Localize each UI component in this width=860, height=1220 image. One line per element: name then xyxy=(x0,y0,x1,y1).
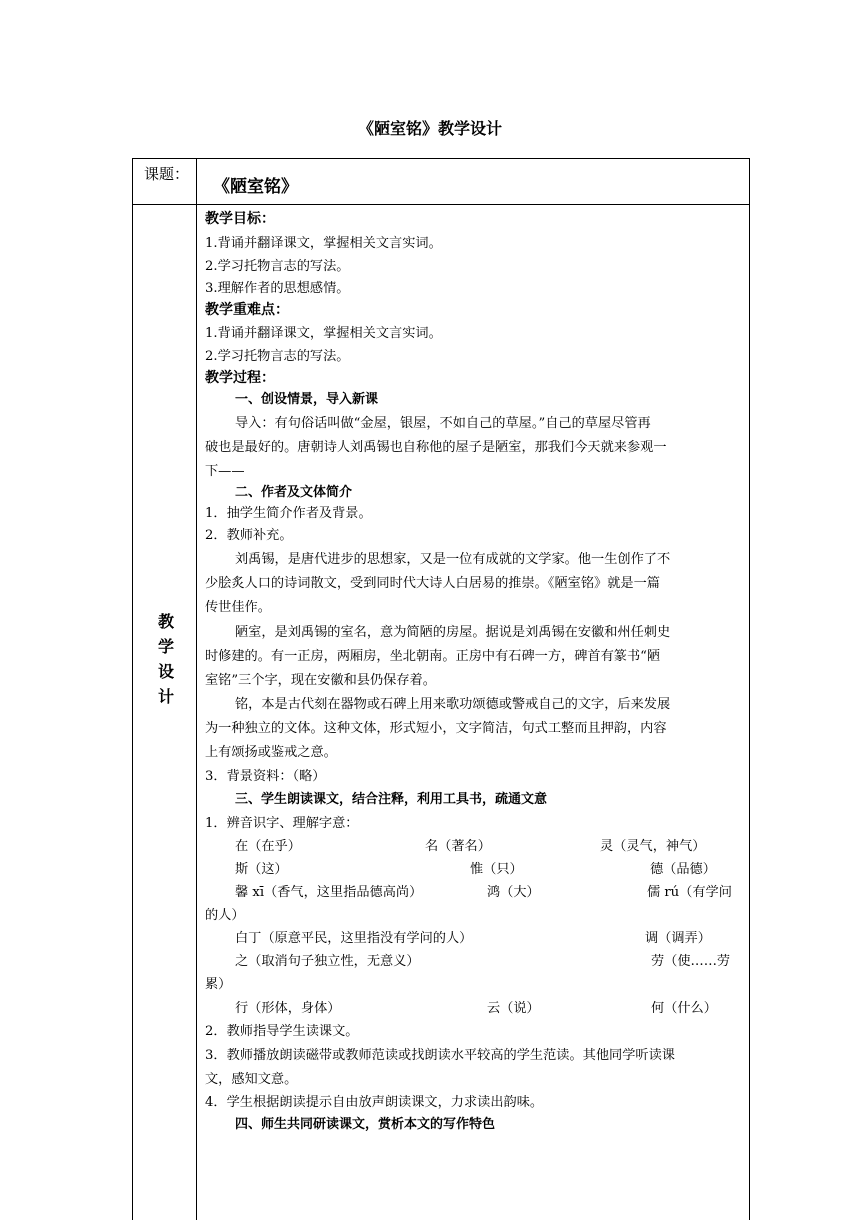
vocab-entry: 之（取消句子独立性，无意义） xyxy=(235,954,420,969)
key-point-item: 2.学习托物言志的写法。 xyxy=(205,349,350,364)
step1-line: 破也是最好的。唐朝诗人刘禹锡也自称他的屋子是陋室，那我们今天就来参观一 xyxy=(205,440,667,455)
step2-heading: 二、作者及文体简介 xyxy=(235,485,353,500)
topic-label: 课题： xyxy=(144,165,190,183)
background-item: 3．背景资料：（略） xyxy=(205,769,326,784)
vocab-entry: 在（在乎） xyxy=(235,839,301,854)
step1-line: 导入：有句俗话叫做“金屋，银屋，不如自己的草屋。”自己的草屋尽管再 xyxy=(235,416,651,431)
section-label-char: 计 xyxy=(157,687,174,706)
step3-item: 2．教师指导学生读课文。 xyxy=(205,1024,359,1039)
vocab-entry: 的人） xyxy=(205,908,245,923)
step2-item: 2．教师补充。 xyxy=(205,528,293,543)
step2-item: 1．抽学生简介作者及背景。 xyxy=(205,506,372,521)
step4-heading: 四、师生共同研读课文，赏析本文的写作特色 xyxy=(235,1117,496,1132)
author-paragraph-line: 少脍炙人口的诗词散文，受到同时代大诗人白居易的推崇。《陋室铭》就是一篇 xyxy=(205,576,660,591)
vocab-entry: 名（著名） xyxy=(425,839,491,854)
topic-value: 《陋室铭》 xyxy=(213,177,298,197)
vocab-entry: 鸿（大） xyxy=(487,885,540,900)
ming-paragraph-line: 上有颂扬或鉴戒之意。 xyxy=(205,745,337,760)
vocab-entry: 白丁（原意平民，这里指没有学问的人） xyxy=(235,931,473,946)
vocab-entry: 馨 xī（香气，这里指品德高尚） xyxy=(235,885,423,900)
vocab-entry: 斯（这） xyxy=(235,862,288,877)
vocab-entry: 灵（灵气，神气） xyxy=(600,839,706,854)
section-label-char: 教 xyxy=(157,612,174,631)
vocab-entry: 何（什么） xyxy=(651,1001,717,1016)
section-label-char: 学 xyxy=(157,637,174,656)
vocab-entry: 调（调弄） xyxy=(645,931,711,946)
vocab-entry: 累） xyxy=(205,977,232,992)
step3-item: 3．教师播放朗读磁带或教师范读或找朗读水平较高的学生范读。其他同学听读课 xyxy=(205,1048,675,1063)
author-paragraph-line: 传世佳作。 xyxy=(205,600,271,615)
step3-item: 4．学生根据朗读提示自由放声朗读课文，力求读出韵味。 xyxy=(205,1095,544,1110)
section-label-char: 设 xyxy=(157,662,174,681)
goals-heading: 教学目标： xyxy=(205,211,275,227)
vocab-entry: 儒 rú（有学问 xyxy=(647,885,732,900)
section-label xyxy=(150,609,182,709)
vocab-entry: 德（品德） xyxy=(650,862,716,877)
step3-heading: 三、学生朗读课文，结合注释，利用工具书，疏通文意 xyxy=(235,792,548,807)
ming-paragraph-line: 铭，本是古代刻在器物或石碑上用来歌功颂德或警戒自己的文字，后来发展 xyxy=(235,697,671,712)
vocab-entry: 云（说） xyxy=(487,1001,540,1016)
vocab-entry: 行（形体，身体） xyxy=(235,1001,341,1016)
step1-heading: 一、创设情景，导入新课 xyxy=(235,392,379,407)
goal-item: 3.理解作者的思想感情。 xyxy=(205,281,350,296)
step1-line: 下—— xyxy=(205,464,245,479)
key-points-heading: 教学重难点： xyxy=(205,302,289,318)
goal-item: 2.学习托物言志的写法。 xyxy=(205,259,350,274)
document-title: 《陋室铭》教学设计 xyxy=(357,119,502,138)
goal-item: 1.背诵并翻译课文，掌握相关文言实词。 xyxy=(205,236,442,251)
process-heading: 教学过程： xyxy=(205,370,275,386)
ming-paragraph-line: 为一种独立的文体。这种文体，形式短小，文字简洁，句式工整而且押韵，内容 xyxy=(205,721,667,736)
key-point-item: 1.背诵并翻译课文，掌握相关文言实词。 xyxy=(205,326,442,341)
room-paragraph-line: 陋室，是刘禹锡的室名，意为简陋的房屋。据说是刘禹锡在安徽和州任刺史 xyxy=(235,625,671,640)
vocab-intro: 1．辨音识字、理解字意： xyxy=(205,816,359,831)
room-paragraph-line: 室铭”三个字，现在安徽和县仍保存着。 xyxy=(205,673,436,688)
step3-item: 文，感知文意。 xyxy=(205,1072,298,1087)
vocab-entry: 劳（使……劳 xyxy=(651,954,731,969)
author-paragraph-line: 刘禹锡，是唐代进步的思想家，又是一位有成就的文学家。他一生创作了不 xyxy=(235,552,671,567)
vocab-entry: 惟（只） xyxy=(470,862,523,877)
room-paragraph-line: 时修建的。有一正房，两厢房，坐北朝南。正房中有石碑一方，碑首有篆书“陋 xyxy=(205,649,661,664)
